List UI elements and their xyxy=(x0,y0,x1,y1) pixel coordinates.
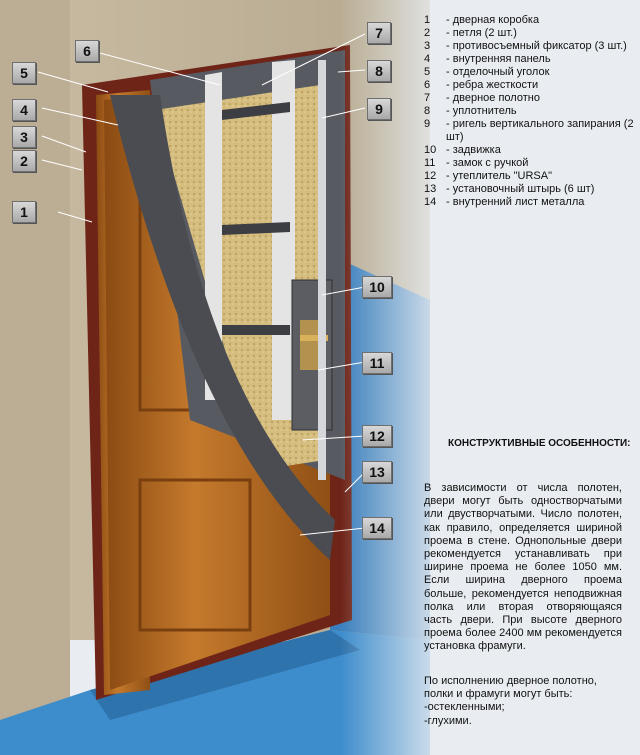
callout-8: 8 xyxy=(367,60,391,82)
legend-item-4: 4 - внутренняя панель xyxy=(424,53,551,65)
callout-4: 4 xyxy=(12,99,36,121)
vertical-bolt xyxy=(318,60,326,480)
legend-item-9: 9 - ригель вертикального запирания (2 шт) xyxy=(424,118,634,143)
legend-item-5: 5 - отделочный уголок xyxy=(424,66,550,78)
legend-item-14: 14 - внутренний лист металла xyxy=(424,196,585,208)
callout-14: 14 xyxy=(362,517,392,539)
legend-item-11: 11 - замок с ручкой xyxy=(424,157,529,169)
callout-2: 2 xyxy=(12,150,36,172)
callout-13: 13 xyxy=(362,461,392,483)
callout-6: 6 xyxy=(75,40,99,62)
callout-10: 10 xyxy=(362,276,392,298)
legend xyxy=(424,14,634,209)
legend-item-6: 6 - ребра жесткости xyxy=(424,79,539,91)
features-option-glazed: -остекленными; xyxy=(424,701,505,714)
callout-3: 3 xyxy=(12,126,36,148)
callout-9: 9 xyxy=(367,98,391,120)
features-option-solid: -глухими. xyxy=(424,714,472,727)
legend-item-2: 2 - петля (2 шт.) xyxy=(424,27,517,39)
legend-item-10: 10 - задвижка xyxy=(424,144,501,156)
features-title: КОНСТРУКТИВНЫЕ ОСОБЕННОСТИ: xyxy=(448,438,631,449)
callout-12: 12 xyxy=(362,425,392,447)
legend-item-12: 12 - утеплитель "URSA" xyxy=(424,170,553,182)
legend-item-1: 1 - дверная коробка xyxy=(424,14,540,26)
callout-7: 7 xyxy=(367,22,391,44)
legend-item-13: 13 - установочный штырь (6 шт) xyxy=(424,183,595,195)
features-paragraph-2 xyxy=(424,675,622,728)
features-paragraph-1: В зависимости от числа полотен, двери могут быть одностворчатыми или двустворчатыми. Число полотен, как правило, определяется шириной проема в стене. Однопольные двери рекомендуется устанавливать при ширине проема не более 1050 мм. Если ширина дверного проема больше, рекомендуется неподвижная полка или вторая отворяющаяся часть двери. При высоте дверного проема более 2400 мм рекомендуется установка фрамуги. xyxy=(424,482,622,653)
legend-item-8: 8 - уплотнитель xyxy=(424,105,517,117)
callout-1: 1 xyxy=(12,201,36,223)
legend-item-7: 7 - дверное полотно xyxy=(424,92,540,104)
callout-11: 11 xyxy=(362,352,392,374)
legend-item-3: 3 - противосъемный фиксатор (3 шт.) xyxy=(424,40,627,52)
callout-5: 5 xyxy=(12,62,36,84)
features-intro: По исполнению дверное полотно, полки и фрамуги могут быть: xyxy=(424,675,597,701)
